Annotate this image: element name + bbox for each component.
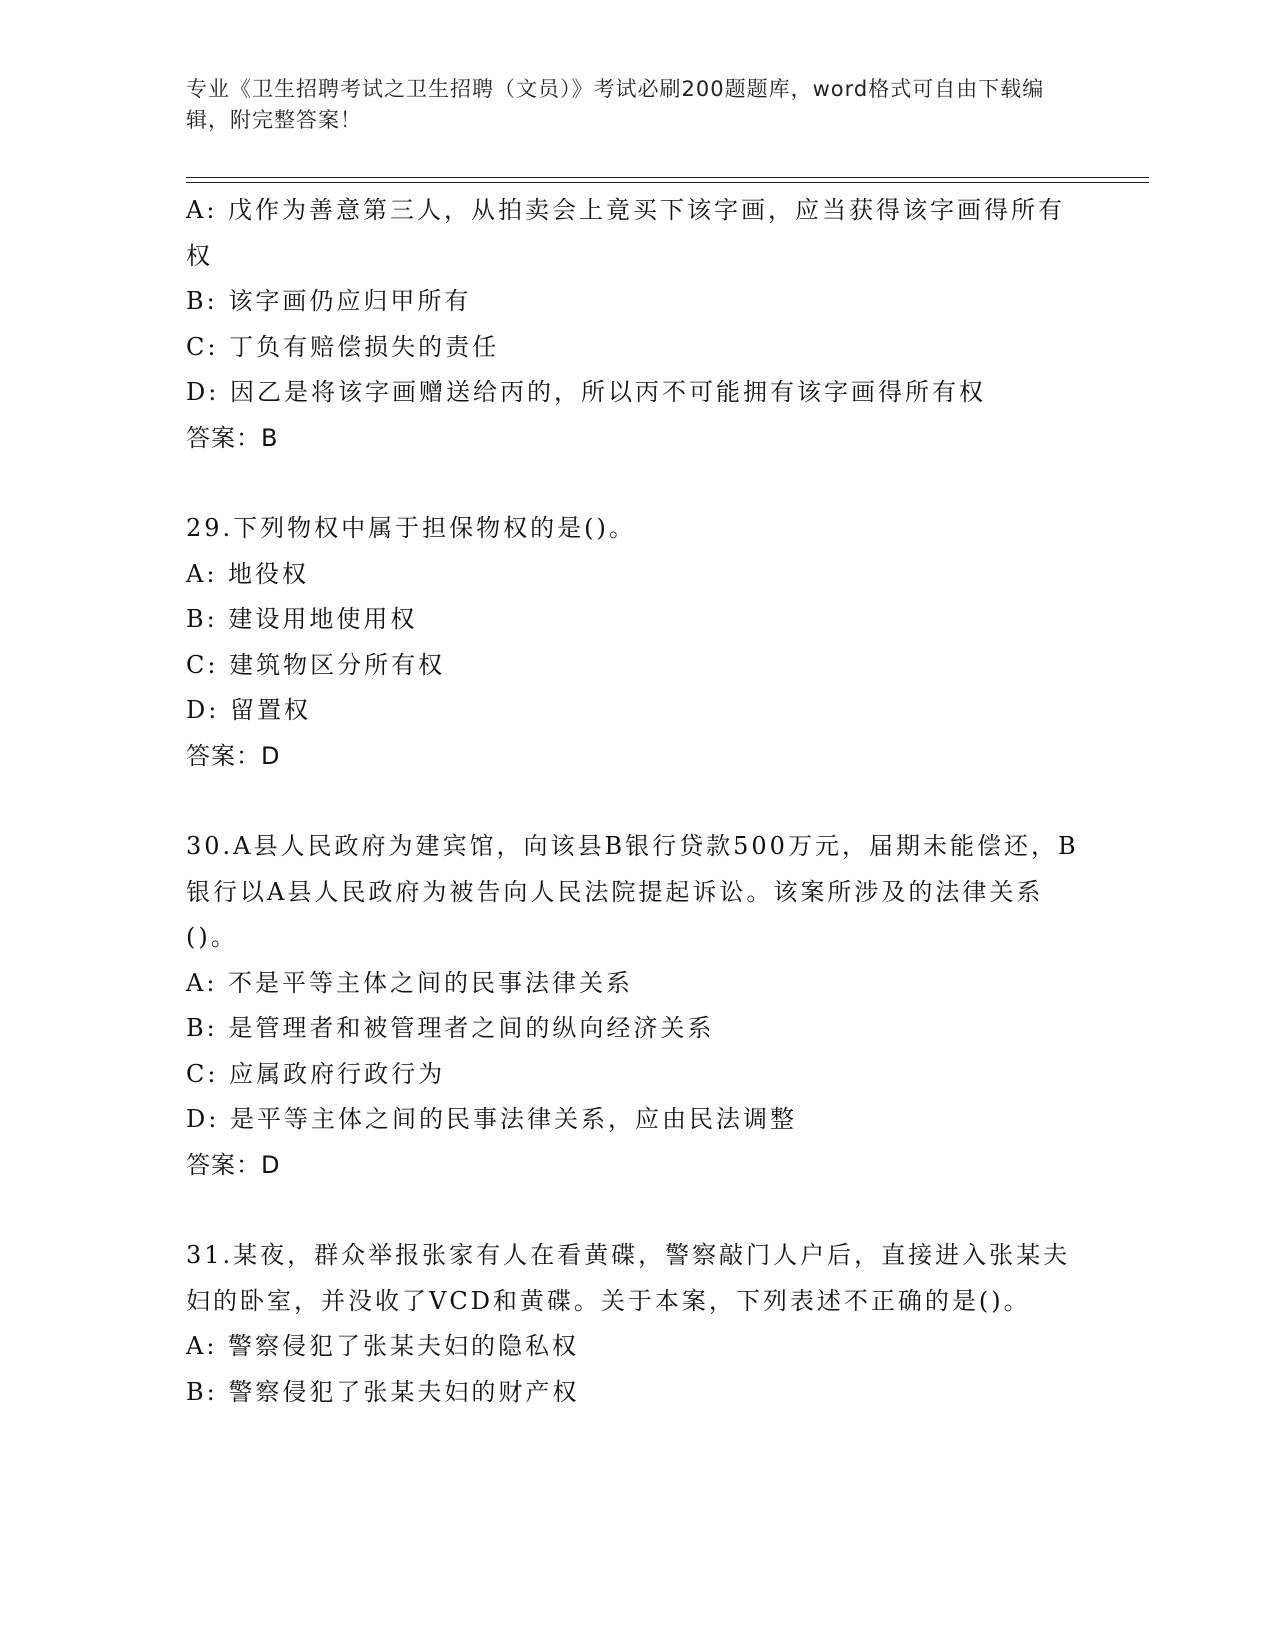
option-a: A: 不是平等主体之间的民事法律关系 <box>186 968 634 997</box>
answer-line: 答案：D <box>186 741 281 770</box>
question-block-31 <box>186 1233 1091 1415</box>
option-b: B: 警察侵犯了张某夫妇的财产权 <box>186 1377 580 1406</box>
option-b: B: 该字画仍应归甲所有 <box>186 287 472 315</box>
spacer <box>186 1188 1091 1233</box>
option-d: D: 留置权 <box>186 696 311 724</box>
option-a: A: 戊作为善意第三人，从拍卖会上竟买下该字画，应当获得该字画得所有权 <box>186 196 1066 270</box>
answer-line: 答案：B <box>186 423 279 452</box>
document-header: 专业《卫生招聘考试之卫生招聘（文员）》考试必刷200题题库，word格式可自由下载编辑，附完整答案！ <box>186 77 1045 132</box>
option-c: C: 应属政府行政行为 <box>186 1059 446 1088</box>
option-d: D: 因乙是将该字画赠送给丙的，所以丙不可能拥有该字画得所有权 <box>186 378 986 406</box>
header-divider <box>186 177 1149 183</box>
question-stem: 31.某夜，群众举报张家有人在看黄碟，警察敲门人户后，直接进入张某夫妇的卧室，并没收了VCD和黄碟。关于本案，下列表述不正确的是()。 <box>186 1241 1071 1315</box>
option-c: C: 建筑物区分所有权 <box>186 650 446 679</box>
answer-line: 答案：D <box>186 1150 281 1179</box>
question-block-29 <box>186 506 1091 779</box>
option-b: B: 是管理者和被管理者之间的纵向经济关系 <box>186 1014 715 1042</box>
question-stem: 30.A县人民政府为建宾馆，向该县B银行贷款500万元，届期未能偿还，B银行以A县人民政府为被告向人民法院提起诉讼。该案所涉及的法律关系()。 <box>186 832 1079 951</box>
option-d: D: 是平等主体之间的民事法律关系，应由民法调整 <box>186 1105 797 1133</box>
option-a: A: 警察侵犯了张某夫妇的隐私权 <box>186 1332 580 1360</box>
document-body <box>186 188 1091 1415</box>
question-block-30 <box>186 824 1091 1188</box>
option-b: B: 建设用地使用权 <box>186 605 418 633</box>
question-block-28 <box>186 188 1091 461</box>
option-a: A: 地役权 <box>186 559 310 588</box>
question-stem: 29.下列物权中属于担保物权的是()。 <box>186 514 636 542</box>
option-c: C: 丁负有赔偿损失的责任 <box>186 332 500 361</box>
spacer <box>186 779 1091 824</box>
spacer <box>186 461 1091 506</box>
